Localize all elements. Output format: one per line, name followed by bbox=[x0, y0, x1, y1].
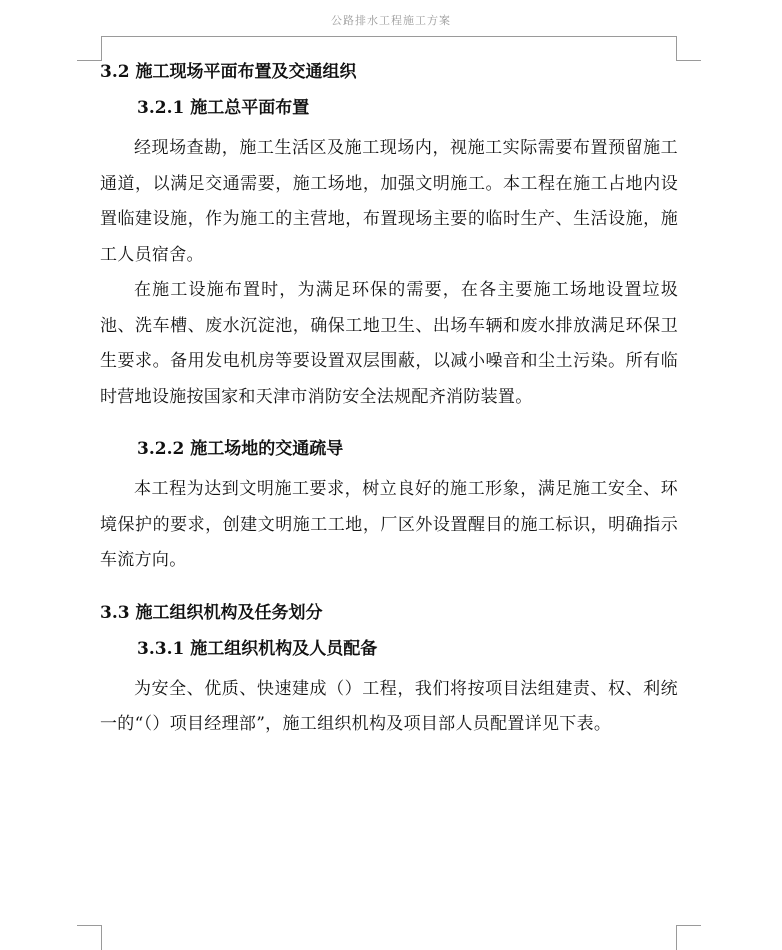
paragraph-3-2-1-a: 经现场查勘，施工生活区及施工现场内，视施工实际需要布置预留施工通道，以满足交通需要，施工场地，加强文明施工。本工程在施工占地内设置临建设施，作为施工的主营地，布置现场主要的临时生产、生活设施，施工人员宿舍。 bbox=[100, 138, 678, 265]
section-heading-3-2: 3.2 施工现场平面布置及交通组织 bbox=[100, 62, 357, 82]
subsection-heading-3-3-1: 3.3.1 施工组织机构及人员配备 bbox=[137, 638, 378, 659]
section-heading-3-3: 3.3 施工组织机构及任务划分 bbox=[100, 602, 323, 623]
page-corner-top-left bbox=[77, 36, 102, 61]
paragraph-3-2-2: 本工程为达到文明施工要求，树立良好的施工形象，满足施工安全、环境保护的要求，创建文明施工工地，厂区外设置醒目的施工标识，明确指示车流方向。 bbox=[100, 479, 678, 570]
paragraph-3-2-1-b: 在施工设施布置时，为满足环保的需要，在各主要施工场地设置垃圾池、洗车槽、废水沉淀池，确保工地卫生、出场车辆和废水排放满足环保卫生要求。备用发电机房等要设置双层围蔽，以减小噪音和尘土污染。所有临时营地设施按国家和天津市消防安全法规配齐消防装置。 bbox=[100, 280, 678, 407]
page-corner-bottom-left bbox=[77, 925, 102, 950]
subsection-heading-3-2-1: 3.2.1 施工总平面布置 bbox=[137, 98, 310, 118]
page-corner-bottom-right bbox=[676, 925, 701, 950]
page-body bbox=[100, 58, 678, 743]
header-rule bbox=[101, 36, 676, 37]
page-corner-top-right bbox=[676, 36, 701, 61]
running-header: 公路排水工程施工方案 bbox=[331, 14, 451, 27]
paragraph-3-3-1: 为安全、优质、快速建成（）工程，我们将按项目法组建责、权、利统一的“（）项目经理部”，施工组织机构及项目部人员配置详见下表。 bbox=[100, 678, 678, 734]
subsection-heading-3-2-2: 3.2.2 施工场地的交通疏导 bbox=[137, 439, 344, 459]
